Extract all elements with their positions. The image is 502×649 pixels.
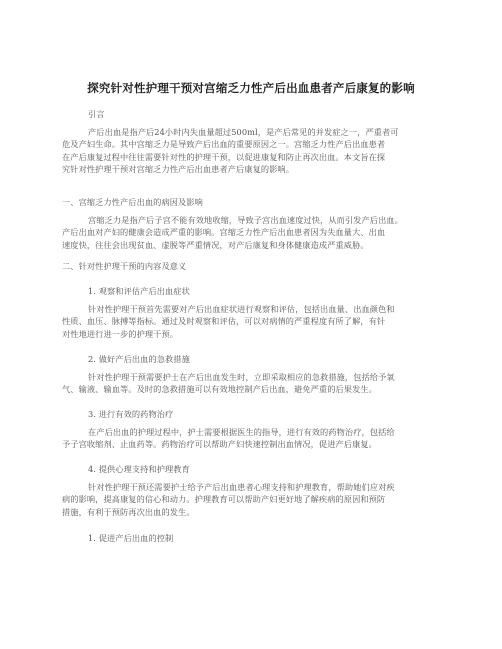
item5-heading: 1. 促进产后出血的控制 — [88, 533, 174, 543]
item2-paragraph — [62, 371, 442, 396]
document-title: 探究针对性护理干预对宫缩乏力性产后出血患者产后康复的影响 — [87, 81, 415, 95]
item4-paragraph — [62, 481, 442, 518]
item2 — [62, 353, 442, 365]
item3 — [62, 408, 442, 420]
intro-paragraph — [62, 126, 442, 175]
intro-line: 究针对性护理干预对宫缩乏力性产后出血患者产后康复的影响。 — [62, 163, 295, 174]
item1-paragraph — [62, 303, 442, 340]
section2-heading: 二、针对性护理干预的内容及意义 — [62, 261, 187, 271]
item3-line: 在产后出血的护理过程中，护士需要根据医生的指导，进行有效的药物治疗，包括给 — [88, 427, 395, 437]
intro-line: 产后出血是指产后24小时内失血量超过500ml，是产后常见的并发症之一，严重者可 — [88, 127, 399, 137]
item1 — [62, 285, 442, 297]
section1-line: 速度快，往往会出现贫血、虚脱等严重情况，对产后康复和身体健康造成严重威胁。 — [62, 239, 369, 250]
section1-line: 产后出血对产妇的健康会造成严重的影响。宫缩乏力性产后出血患者因为失血量大、出血 — [62, 227, 386, 238]
item1-line: 针对性护理干预首先需要对产后出血症状进行观察和评估，包括出血量、出血颜色和 — [88, 304, 395, 314]
section1-paragraph — [62, 214, 442, 251]
item4-heading: 4. 提供心理支持和护理教育 — [88, 464, 190, 474]
item4-line: 病的影响，提高康复的信心和动力。护理教育可以帮助产妇更好地了解疾病的原因和预防 — [62, 494, 386, 505]
item2-heading: 2. 做好产后出血的急救措施 — [88, 354, 190, 364]
section1-line: 宫缩乏力是指产后子宫不能有效地收缩，导致子宫出血速度过快，从而引发产后出血。 — [88, 215, 403, 225]
item4 — [62, 463, 442, 475]
section1 — [62, 196, 442, 208]
item1-heading: 1. 观察和评估产后出血症状 — [88, 286, 190, 296]
item3-line: 予子宫收缩剂、止血药等。药物治疗可以帮助产妇快速控制出血情况，促进产后康复。 — [62, 439, 377, 450]
item3-heading: 3. 进行有效的药物治疗 — [88, 409, 174, 419]
item3-paragraph — [62, 426, 442, 451]
intro-heading: 引言 — [88, 109, 105, 119]
item1-line: 性质、血压、脉搏等指标。通过及时观察和评估，可以对病情的严重程度有所了解，有针 — [62, 316, 386, 327]
section2 — [62, 260, 442, 272]
item5 — [62, 532, 442, 544]
item2-line: 针对性护理干预需要护士在产后出血发生时，立即采取相应的急救措施，包括给予氧 — [88, 372, 395, 382]
intro-line: 危及产妇生命。其中宫缩乏力是导致产后出血的重要原因之一。宫缩乏力性产后出血患者 — [62, 139, 386, 150]
item1-line: 对性地进行进一步的护理干预。 — [62, 328, 179, 339]
section1-heading: 一、宫缩乏力性产后出血的病因及影响 — [62, 197, 203, 207]
item4-line: 针对性护理干预还需要护士给予产后出血患者心理支持和护理教育，帮助她们应对疾 — [88, 482, 395, 492]
intro-line: 在产后康复过程中往往需要针对性的护理干预，以促进康复和防止再次出血。本文旨在探 — [62, 151, 386, 162]
intro-section — [62, 108, 442, 120]
item4-line: 措施，有利于预防再次出血的发生。 — [62, 506, 195, 517]
item2-line: 气、输液、输血等。及时的急救措施可以有效地控制产后出血，避免严重的后果发生。 — [62, 384, 377, 395]
